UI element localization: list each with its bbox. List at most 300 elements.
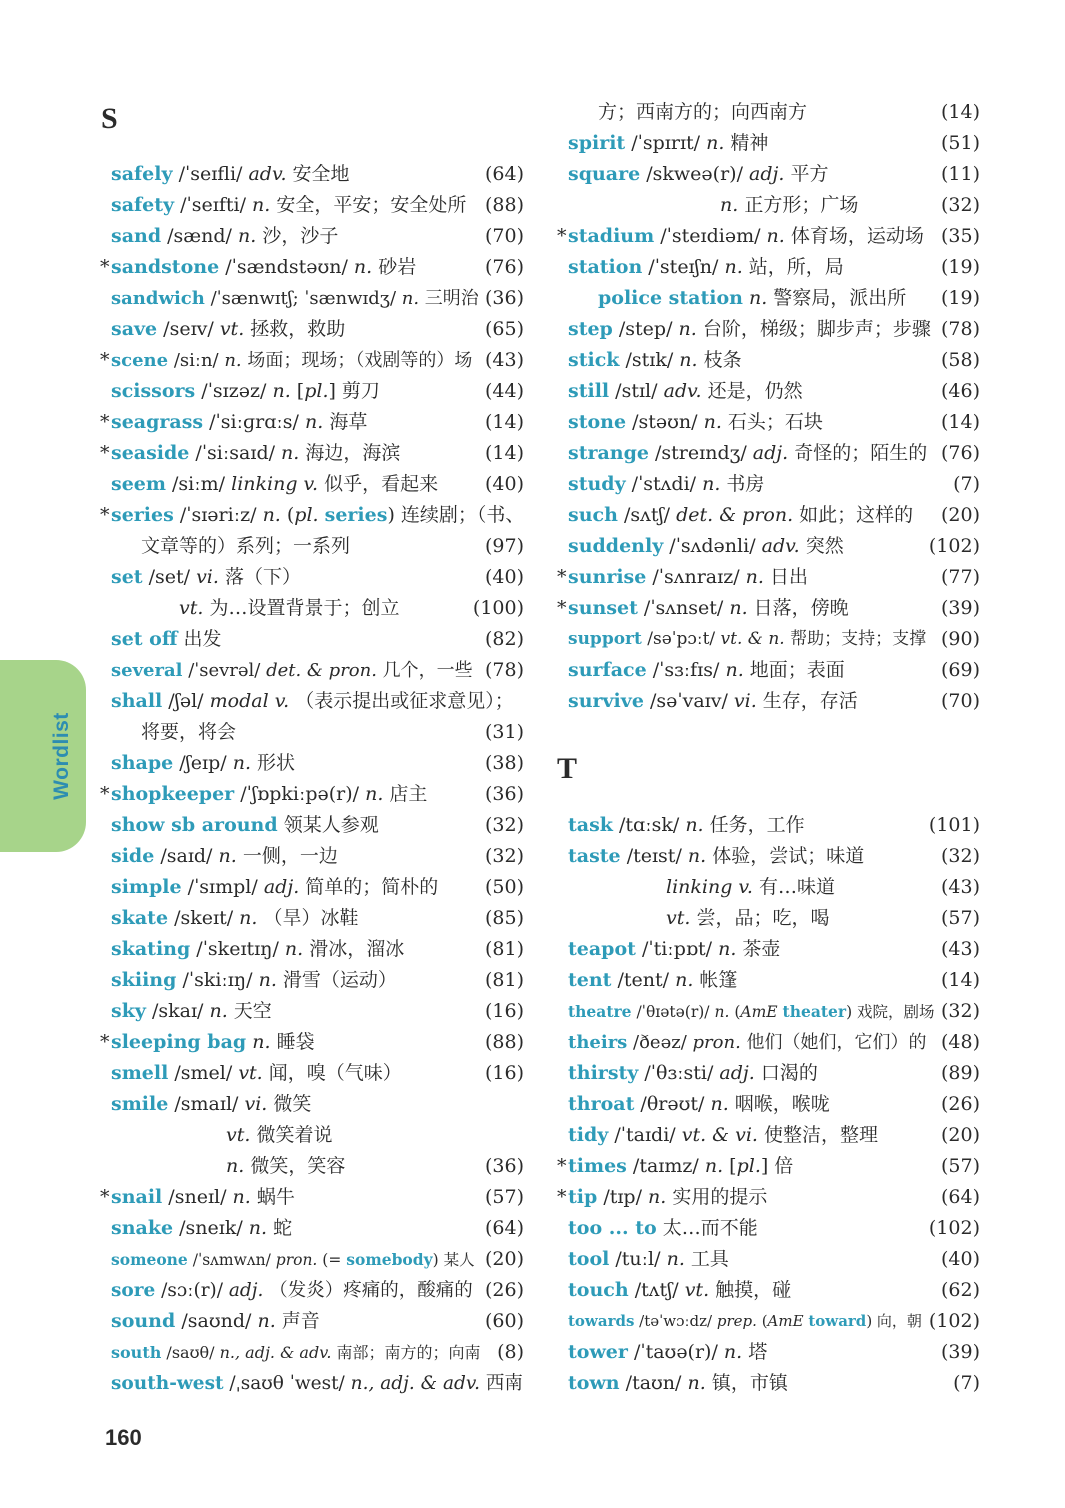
part-of-speech: n., adj. & adv. (219, 1343, 332, 1362)
entry-text (111, 686, 514, 717)
headword: sore (111, 1280, 156, 1301)
page-reference: (26) (484, 1279, 524, 1301)
definition-text: /ˈsʌdənli/ (663, 535, 762, 557)
definition-text: /saʊθ/ (161, 1343, 220, 1362)
page-reference: (69) (940, 659, 980, 681)
wordlist-entry (568, 128, 980, 159)
headword: survive (568, 690, 644, 712)
definition-text: 帮助；支持；支撑 (784, 629, 927, 649)
wordlist-entry (111, 593, 524, 624)
entry-text (111, 469, 438, 500)
definition-text: 南部；南方的；向南 (331, 1343, 481, 1362)
headword: south (111, 1343, 162, 1362)
entry-text (568, 500, 913, 531)
headword: step (568, 318, 613, 340)
definition-text: 店主 (383, 783, 428, 805)
page-reference: (31) (484, 721, 524, 743)
definition-text: （旱）冰鞋 (257, 907, 359, 929)
wordlist-entry (100, 1027, 524, 1058)
part-of-speech: det. & pron. (676, 504, 794, 526)
wordlist-entry (111, 1275, 524, 1306)
headword: still (568, 380, 610, 402)
definition-text: ) 戏院，剧场 (846, 1003, 935, 1021)
page-reference: (32) (940, 1000, 980, 1022)
part-of-speech: n. (687, 1372, 706, 1394)
wordlist-entry (568, 159, 980, 190)
headword: theirs (568, 1032, 628, 1053)
headword: sleeping bag (111, 1031, 247, 1053)
page-reference: (60) (484, 1310, 524, 1332)
wordlist-entry (568, 314, 980, 345)
entry-text (111, 1368, 523, 1399)
wordlist-entry (568, 996, 980, 1027)
entry-text (568, 1368, 788, 1399)
definition-text: 滑冰，溜冰 (303, 938, 405, 960)
entry-text (666, 872, 835, 903)
definition-text: 睡袋 (270, 1031, 315, 1053)
part-of-speech: n., adj. & adv. (350, 1373, 480, 1394)
entry-text (111, 903, 358, 934)
page-reference: (43) (484, 349, 524, 371)
headword: tower (568, 1341, 628, 1363)
definition-text: /sænd/ (161, 225, 238, 247)
wordlist-entry (568, 1089, 980, 1120)
page-reference: (20) (940, 504, 980, 526)
page-reference: (90) (940, 628, 980, 650)
entry-text (568, 252, 844, 283)
page-reference: (19) (940, 287, 980, 309)
headword: skiing (111, 969, 177, 991)
definition-text: 一侧，一边 (236, 845, 338, 867)
page-reference: (85) (484, 907, 524, 929)
part-of-speech: adj. (752, 442, 789, 464)
wordlist-entry (111, 469, 524, 500)
definition-text: /tɑːsk/ (612, 814, 686, 836)
entry-text (111, 1089, 311, 1120)
part-of-speech: pl. (294, 504, 319, 526)
wordlist-entry (111, 1151, 524, 1182)
definition-text: 落（下） (218, 566, 301, 588)
definition-text: /ˈsænwɪtʃ; ˈsænwɪdʒ/ (204, 288, 402, 309)
definition-text: 几个，一些 (376, 660, 473, 681)
entry-text (111, 841, 338, 872)
definition-text: /skeɪt/ (168, 907, 240, 929)
part-of-speech: n. (262, 504, 281, 526)
part-of-speech: modal v. (209, 690, 290, 712)
entry-text (111, 1027, 315, 1058)
part-of-speech: n. (766, 225, 785, 247)
definition-text: 沙，沙子 (256, 225, 339, 247)
definition-text: /skweə(r)/ (640, 163, 750, 185)
wordlist-entry (568, 1337, 980, 1368)
page-reference: (39) (940, 1341, 980, 1363)
definition-text: /taʊn/ (619, 1372, 688, 1394)
starred-marker: * (557, 1186, 567, 1208)
wordlist-entry (100, 252, 524, 283)
definition-text: /ˈsɪmpl/ (181, 876, 264, 898)
entry-text (179, 593, 399, 624)
entry-text (666, 903, 829, 934)
definition-text: 太…而不能 (656, 1217, 758, 1239)
definition-text: /ˈsændstəʊn/ (219, 256, 354, 278)
wordlist-entry (111, 1058, 524, 1089)
entry-text (226, 1151, 345, 1182)
entry-text (720, 190, 858, 221)
headword: somebody (346, 1250, 433, 1269)
definition-text: ( (280, 504, 295, 526)
wordlist-entry (568, 624, 980, 655)
wordlist-entry (568, 531, 980, 562)
wordlist-entry (557, 562, 980, 593)
headword: touch (568, 1279, 629, 1301)
definition-text: /ˈθɜːsti/ (638, 1062, 720, 1084)
entry-text (111, 1058, 402, 1089)
entry-text (568, 965, 737, 996)
starred-marker: * (100, 256, 110, 278)
definition-text: 西南 (479, 1373, 523, 1394)
definition-text: 精神 (724, 132, 769, 154)
entry-text (568, 810, 805, 841)
wordlist-entry (111, 221, 524, 252)
entry-text (111, 872, 438, 903)
starred-marker: * (100, 783, 110, 805)
wordlist-entry (568, 810, 980, 841)
part-of-speech: n. (724, 256, 743, 278)
definition-text: 塔 (742, 1341, 768, 1363)
headword: tip (568, 1186, 598, 1208)
page-reference: (44) (484, 380, 524, 402)
page-reference: (97) (484, 535, 524, 557)
part-of-speech: vt. (179, 597, 204, 619)
headword: stone (568, 411, 627, 433)
wordlist-entry (568, 1058, 980, 1089)
definition-text: 口渴的 (754, 1062, 818, 1084)
entry-text (568, 1244, 729, 1275)
headword: throat (568, 1093, 635, 1115)
page-reference: (36) (484, 783, 524, 805)
part-of-speech: n. (718, 938, 737, 960)
definition-text: 有…味道 (752, 876, 835, 898)
entry-text (568, 593, 849, 624)
definition-text: （发炎）疼痛的，酸痛的 (263, 1280, 473, 1301)
definition-text: /taɪmz/ (626, 1155, 705, 1177)
entry-text (568, 655, 845, 686)
section-letter-s: S (101, 102, 118, 135)
wordlist-entry (568, 1306, 980, 1337)
definition-text: 日落，傍晚 (747, 597, 849, 619)
definition-text: /ˈseɪfli/ (172, 163, 249, 185)
definition-text: 形状 (251, 752, 296, 774)
entry-text (568, 562, 808, 593)
entry-text (111, 934, 404, 965)
page-reference: (100) (472, 597, 524, 619)
entry-text (568, 345, 742, 376)
headword: set (111, 566, 143, 588)
entry-text (111, 1213, 292, 1244)
part-of-speech: n. (723, 1341, 743, 1363)
part-of-speech: prep. (716, 1312, 757, 1330)
part-of-speech: n. (666, 1248, 685, 1270)
part-of-speech: n. (305, 411, 324, 433)
part-of-speech: AmE (740, 1003, 778, 1021)
part-of-speech: n. (353, 256, 373, 278)
definition-text: ) 向，朝 (866, 1312, 922, 1330)
page-reference: (46) (940, 380, 980, 402)
headword: show sb around (111, 814, 278, 836)
definition-text: /ˈsʌnraɪz/ (646, 566, 746, 588)
definition-text: /sʌtʃ/ (617, 504, 677, 526)
definition-text: /ˈsiːsaɪd/ (189, 442, 282, 464)
part-of-speech: vt. (238, 1062, 263, 1084)
wordlist-entry (568, 376, 980, 407)
page-reference: (48) (940, 1031, 980, 1053)
headword: skate (111, 907, 169, 929)
part-of-speech: n. (218, 845, 237, 867)
part-of-speech: adv. (761, 535, 800, 557)
definition-text: /stɪl/ (609, 380, 664, 402)
definition-text: /saʊnd/ (175, 1310, 258, 1332)
part-of-speech: n. (252, 194, 271, 216)
definition-text: /siːn/ (168, 350, 225, 371)
definition-text: /ˈsevrəl/ (182, 660, 267, 681)
entry-text (111, 159, 350, 190)
definition-text: /ˈʃɒpkiːpə(r)/ (234, 783, 366, 805)
definition-text: 体验，尝试；味道 (706, 845, 865, 867)
definition-text: ] 倍 (760, 1155, 794, 1177)
definition-text: 平方 (784, 163, 829, 185)
entry-text (111, 283, 479, 314)
definition-text: /θrəʊt/ (634, 1093, 711, 1115)
starred-marker: * (100, 1031, 110, 1053)
wordlist-entry (111, 190, 524, 221)
wordlist-entry (568, 686, 980, 717)
part-of-speech: vt. (666, 907, 691, 929)
entry-text (568, 128, 768, 159)
part-of-speech: n. (226, 1155, 245, 1177)
headword: sound (111, 1310, 176, 1332)
headword: square (568, 163, 641, 185)
definition-text: /smaɪl/ (168, 1093, 245, 1115)
part-of-speech: n. (272, 380, 291, 402)
entry-text (226, 1120, 332, 1151)
entry-text (568, 1337, 767, 1368)
definition-text: 声音 (275, 1310, 320, 1332)
wordlist-entry (111, 717, 524, 748)
definition-text: 蛇 (267, 1217, 293, 1239)
page-reference: (40) (940, 1248, 980, 1270)
wordlist-entry (568, 903, 980, 934)
part-of-speech: adj. (228, 1280, 264, 1301)
entry-text (568, 1151, 793, 1182)
wordlist-entry (557, 1182, 980, 1213)
definition-text: /ˈsʌnset/ (637, 597, 730, 619)
part-of-speech: n. (745, 566, 764, 588)
definition-text: (= (317, 1251, 347, 1269)
entry-text (141, 717, 236, 748)
starred-marker: * (557, 225, 567, 247)
entry-text (598, 97, 807, 128)
definition-text: 站，所，局 (742, 256, 844, 278)
definition-text: /ˈsɪəriːz/ (173, 504, 263, 526)
entry-text (111, 500, 524, 531)
headword: smile (111, 1093, 169, 1115)
headword: theatre (568, 1002, 632, 1021)
wordlist-entry (557, 1151, 980, 1182)
page-reference: (38) (484, 752, 524, 774)
starred-marker: * (100, 504, 110, 526)
wordlist-entry (568, 841, 980, 872)
headword: series (111, 504, 174, 526)
part-of-speech: n. (365, 783, 384, 805)
page-reference: (82) (484, 628, 524, 650)
definition-text: /sneɪk/ (173, 1217, 249, 1239)
definition-text: 日出 (763, 566, 808, 588)
part-of-speech: adj. (263, 876, 300, 898)
definition-text: /ˈskeɪtɪŋ/ (190, 938, 285, 960)
part-of-speech: n. (281, 442, 300, 464)
wordlist-entry (568, 283, 980, 314)
headword: shape (111, 752, 174, 774)
wordlist-entry (111, 996, 524, 1027)
entry-text (111, 562, 301, 593)
headword: simple (111, 876, 182, 898)
wordlist-entry (568, 407, 980, 438)
headword: skating (111, 938, 191, 960)
headword: safely (111, 163, 173, 185)
definition-text: /ˈθɪətə(r)/ (631, 1003, 715, 1021)
definition-text: 微笑着说 (250, 1124, 333, 1146)
definition-text: 咽喉，喉咙 (728, 1093, 830, 1115)
page-reference: (89) (940, 1062, 980, 1084)
entry-text (111, 748, 295, 779)
part-of-speech: n. (675, 969, 694, 991)
entry-text (111, 314, 345, 345)
part-of-speech: n. (706, 132, 725, 154)
wordlist-entry (557, 221, 980, 252)
headword: station (568, 256, 643, 278)
page-reference: (62) (940, 1279, 980, 1301)
entry-text (568, 1089, 830, 1120)
page-reference: (78) (940, 318, 980, 340)
part-of-speech: adv. (248, 163, 287, 185)
part-of-speech: vi. (244, 1093, 268, 1115)
part-of-speech: n. (679, 349, 698, 371)
page-reference: (40) (484, 473, 524, 495)
page-reference: (70) (940, 690, 980, 712)
starred-marker: * (100, 442, 110, 464)
definition-text: 茶壶 (736, 938, 781, 960)
wordlist-entry (111, 1213, 524, 1244)
headword: sandwich (111, 288, 205, 309)
definition-text: 场面；现场；（戏剧等的）场 (241, 350, 473, 371)
wordlist-entry (111, 1306, 524, 1337)
page-reference: (102) (928, 1217, 980, 1239)
part-of-speech: adv. (663, 380, 702, 402)
wordlist-entry (568, 469, 980, 500)
page-reference: (26) (940, 1093, 980, 1115)
definition-text: 拯救，救助 (244, 318, 346, 340)
wordlist-entry (568, 190, 980, 221)
entry-text (568, 221, 924, 252)
page-reference: (43) (940, 876, 980, 898)
part-of-speech: n. (704, 1155, 724, 1177)
wordlist-entry (111, 903, 524, 934)
definition-text: 安全地 (286, 163, 350, 185)
starred-marker: * (100, 411, 110, 433)
definition-text: /tɪp/ (597, 1186, 649, 1208)
wordlist-entry (100, 345, 524, 376)
wordlist-entry (111, 624, 524, 655)
part-of-speech: vt. (684, 1279, 710, 1301)
definition-text: /ˈsɜːfɪs/ (646, 659, 726, 681)
page-reference: (101) (928, 814, 980, 836)
starred-marker: * (100, 1186, 110, 1208)
entry-text (568, 438, 927, 469)
definition-text: 任务，工作 (703, 814, 805, 836)
entry-text (598, 283, 906, 314)
definition-text: 石头；石块 (721, 411, 823, 433)
entry-text (111, 1306, 320, 1337)
page-reference: (57) (940, 907, 980, 929)
definition-text: /ʃeɪp/ (173, 752, 233, 774)
wordlist-entry (568, 965, 980, 996)
headword: seem (111, 473, 166, 495)
entry-text (568, 1058, 818, 1089)
headword: series (324, 504, 388, 526)
wordlist-entry (111, 1244, 524, 1275)
wordlist-entry (111, 531, 524, 562)
definition-text: 海草 (323, 411, 368, 433)
page-reference: (70) (484, 225, 524, 247)
definition-text: 地面；表面 (743, 659, 845, 681)
wordlist-entry (111, 965, 524, 996)
headword: seaside (111, 442, 190, 464)
section-letter-t: T (557, 752, 578, 785)
definition-text: 领某人参观 (277, 814, 379, 836)
definition-text: 将要，将会 (141, 721, 237, 743)
definition-text: 还是，仍然 (701, 380, 803, 402)
entry-text (568, 469, 764, 500)
headword: strange (568, 442, 649, 464)
headword: sunrise (568, 566, 647, 588)
page-reference: (76) (484, 256, 524, 278)
starred-marker: * (557, 597, 567, 619)
part-of-speech: vi. (733, 690, 757, 712)
entry-text (568, 314, 931, 345)
wordlist-entry (568, 872, 980, 903)
headword: sunset (568, 597, 638, 619)
page-reference: (32) (940, 845, 980, 867)
headword: support (568, 629, 642, 649)
wordlist-entry (568, 1275, 980, 1306)
side-tab-label: Wordlist (50, 712, 73, 800)
definition-text: 安全，平安；安全处所 (270, 194, 467, 216)
starred-marker: * (557, 566, 567, 588)
headword: task (568, 814, 613, 836)
definition-text: 文章等的）系列；一系列 (141, 535, 351, 557)
entry-text (568, 686, 858, 717)
part-of-speech: n. (239, 907, 258, 929)
definition-text: /ˈsiːɡrɑːs/ (203, 411, 306, 433)
page-reference: (16) (484, 1000, 524, 1022)
page-reference: (81) (484, 938, 524, 960)
definition-text: /ˈsteɪʃn/ (642, 256, 725, 278)
definition-text: 方；西南方的；向西南方 (598, 101, 808, 123)
wordlist-entry (568, 345, 980, 376)
page-reference: (11) (940, 163, 980, 185)
page-reference: (20) (484, 1248, 524, 1270)
definition-text: 警察局，派出所 (767, 287, 907, 309)
